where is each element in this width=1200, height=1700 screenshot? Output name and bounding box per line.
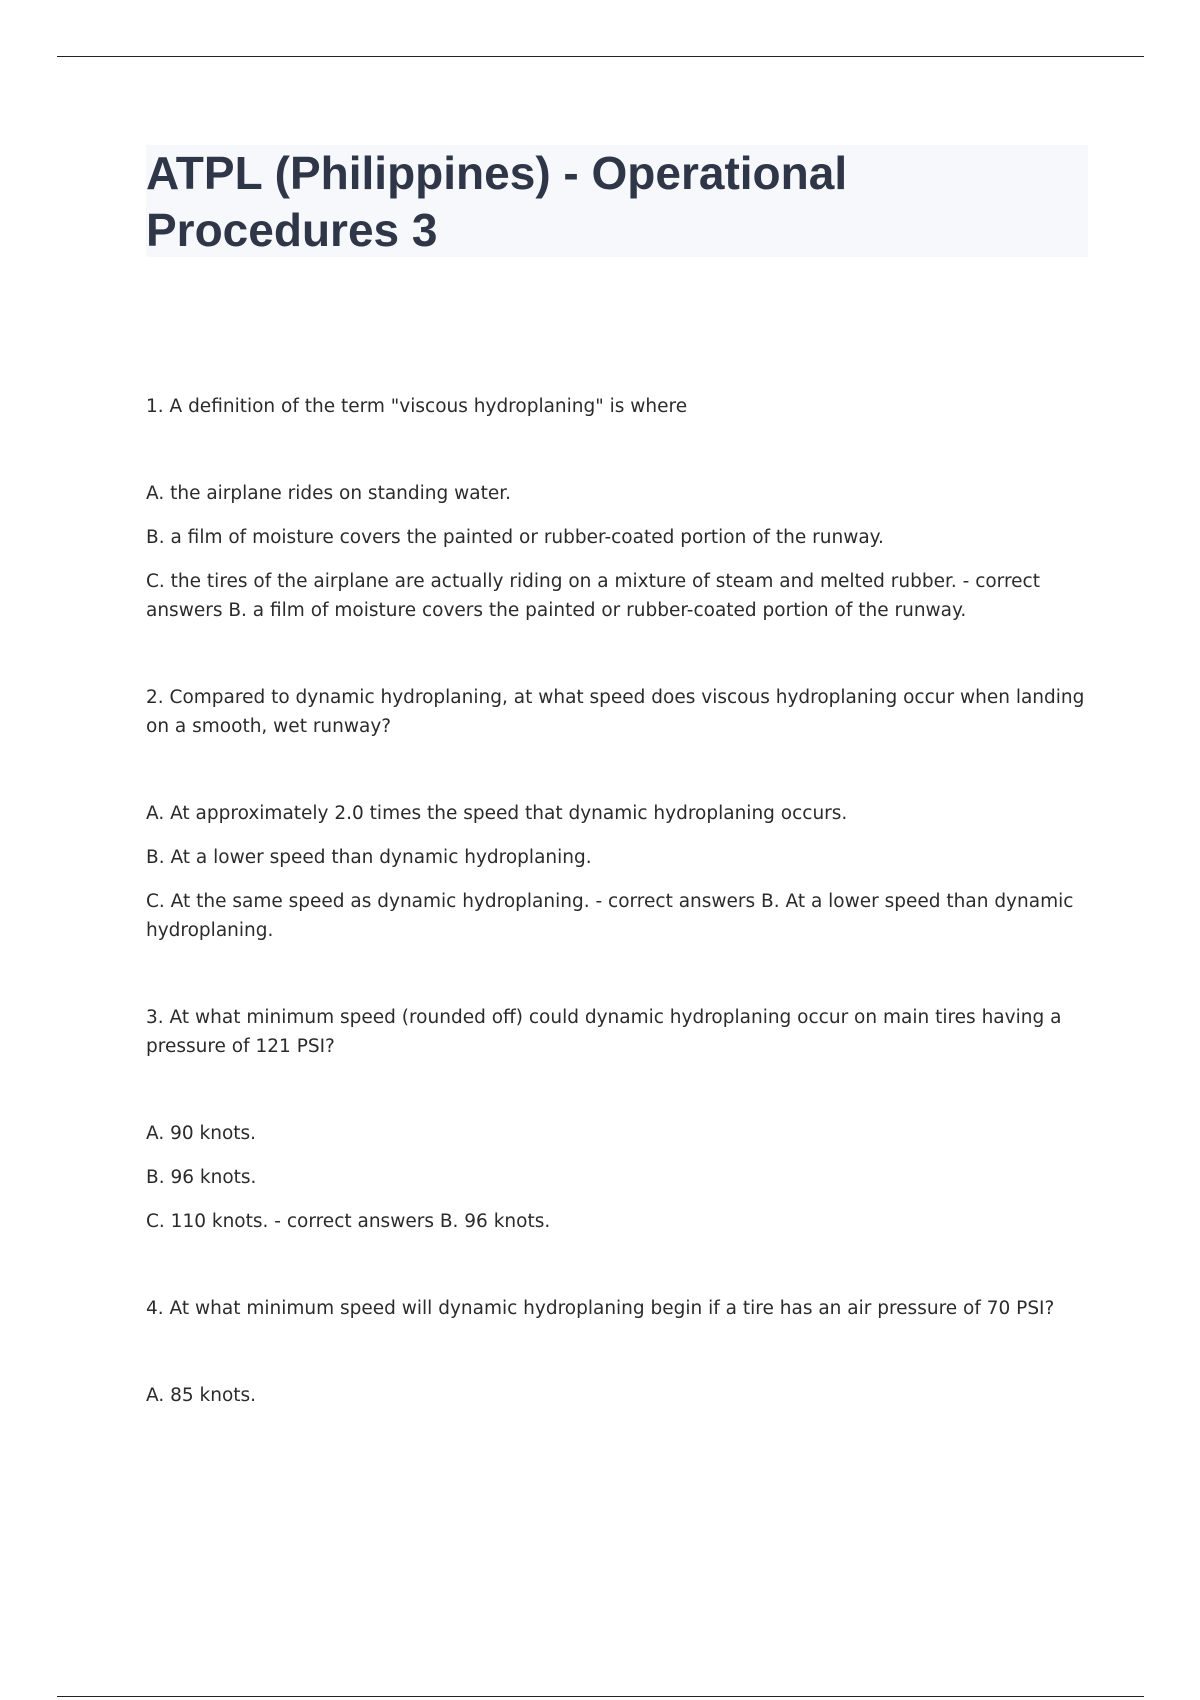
answer-option: C. 110 knots. - correct answers B. 96 knots.	[146, 1211, 551, 1232]
answer-option: B. 96 knots.	[146, 1167, 257, 1188]
question-text: 2. Compared to dynamic hydroplaning, at what speed does viscous hydroplaning occur when landing on a smooth, wet runway?	[146, 687, 1085, 737]
question-block-3	[146, 1003, 1086, 1236]
question-text: 1. A definition of the term "viscous hydroplaning" is where	[146, 396, 688, 417]
question-text: 3. At what minimum speed (rounded off) could dynamic hydroplaning occur on main tires having a pressure of 121 PSI?	[146, 1007, 1062, 1057]
answer-option: A. 85 knots.	[146, 1385, 257, 1406]
answer-option: B. At a lower speed than dynamic hydroplaning.	[146, 847, 592, 868]
answer-option: A. the airplane rides on standing water.	[146, 483, 512, 504]
header-rule	[57, 56, 1144, 57]
answer-list	[146, 1381, 1086, 1410]
question-text: 4. At what minimum speed will dynamic hydroplaning begin if a tire has an air pressure of 70 PSI?	[146, 1298, 1055, 1319]
title-block	[146, 145, 1088, 257]
question-block-4	[146, 1294, 1086, 1410]
question-block-2	[146, 683, 1086, 945]
document-title: ATPL (Philippines) - Operational Procedures 3	[146, 147, 848, 256]
answer-option: A. At approximately 2.0 times the speed that dynamic hydroplaning occurs.	[146, 803, 848, 824]
answer-option: C. At the same speed as dynamic hydroplaning. - correct answers B. At a lower speed than dynamic hydroplaning.	[146, 891, 1074, 941]
answer-option: A. 90 knots.	[146, 1123, 257, 1144]
answer-list	[146, 479, 1086, 625]
footer-rule	[57, 1696, 1144, 1697]
answer-option: C. the tires of the airplane are actually riding on a mixture of steam and melted rubber. - correct answers B. a film of moisture covers the painted or rubber-coated portion of the runway.	[146, 571, 1040, 621]
question-list	[146, 392, 1086, 1410]
answer-list	[146, 1119, 1086, 1236]
answer-option: B. a film of moisture covers the painted or rubber-coated portion of the runway.	[146, 527, 884, 548]
answer-list	[146, 799, 1086, 945]
question-block-1	[146, 392, 1086, 625]
